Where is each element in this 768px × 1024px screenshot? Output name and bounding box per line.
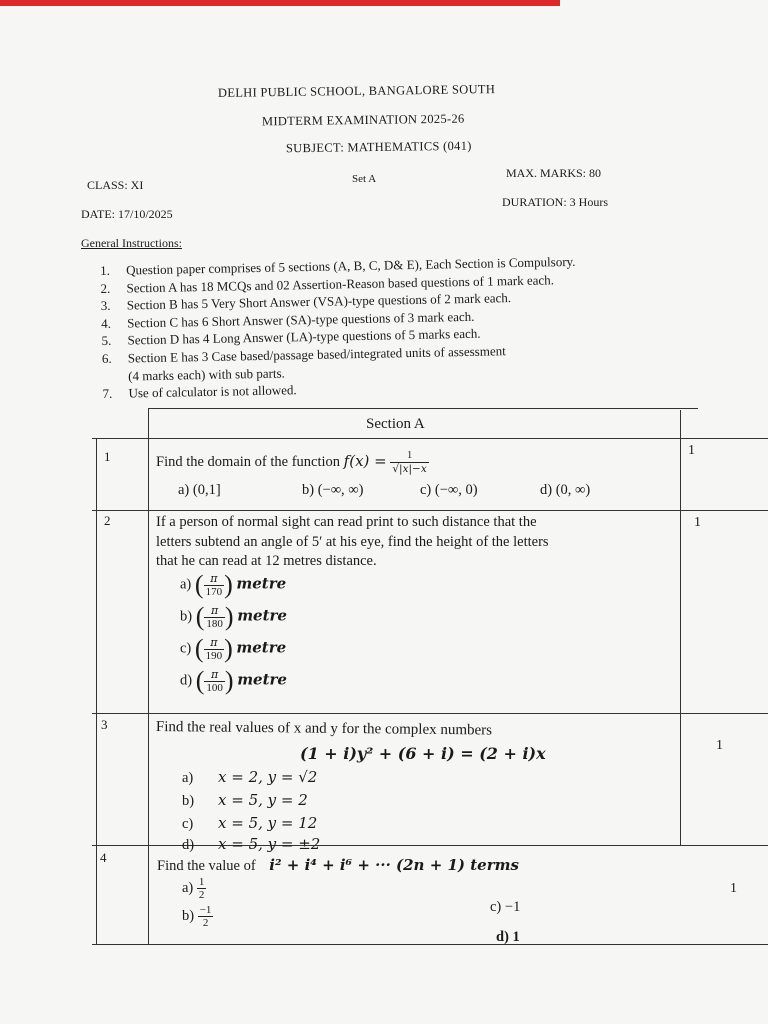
- table-row-divider: [92, 438, 768, 439]
- question-marks: 1: [688, 443, 695, 458]
- instruction-item: 4. Section C has 6 Short Answer (SA)-type questions of 3 mark each.: [101, 308, 475, 331]
- option-a: a) x = 2, y = √2: [182, 768, 318, 786]
- instruction-item: 1. Question paper comprises of 5 sections (A, B, C, D& E), Each Section is Compulsory.: [100, 253, 576, 278]
- class-label: CLASS: XI: [87, 178, 144, 192]
- question-equation: (1 + i)y² + (6 + i) = (2 + i)x: [300, 744, 546, 763]
- question-text-line: If a person of normal sight can read print to such distance that the: [156, 514, 537, 530]
- table-top-border: [148, 408, 698, 409]
- red-top-edge: [0, 0, 560, 6]
- question-marks: 1: [694, 515, 701, 530]
- table-row-divider: [92, 510, 768, 511]
- subject-title: SUBJECT: MATHEMATICS (041): [285, 138, 472, 156]
- question-number: 4: [100, 850, 107, 865]
- instructions-list: [100, 253, 578, 403]
- option-b: b) ( $\frac{\pi}{180}$ ) metre: [180, 602, 287, 631]
- exam-date: DATE: 17/10/2025: [81, 207, 173, 221]
- school-name: DELHI PUBLIC SCHOOL, BANGALORE SOUTH: [217, 82, 496, 100]
- option-a: a) (0,1]: [178, 482, 221, 498]
- option-b: b) x = 5, y = 2: [182, 791, 308, 809]
- instruction-item: 3. Section B has 5 Very Short Answer (VSA)-type questions of 2 mark each.: [100, 290, 512, 314]
- question-number: 2: [104, 513, 111, 528]
- option-d: d) 1: [496, 929, 520, 945]
- question-number: 3: [101, 717, 108, 732]
- table-col-divider: [148, 408, 149, 944]
- section-title: Section A: [366, 416, 425, 432]
- option-b: b) $\frac{-1}{2}$: [182, 904, 212, 929]
- exam-title: MIDTERM EXAMINATION 2025-26: [261, 111, 465, 129]
- option-a: a) $\frac{1}{2}$: [182, 876, 205, 901]
- question-marks: 1: [730, 881, 737, 896]
- table-left-border: [96, 438, 97, 944]
- table-bottom-border: [92, 944, 768, 945]
- question-text: Find the real values of x and y for the complex numbers: [155, 719, 493, 739]
- instruction-item: 2. Section A has 18 MCQs and 02 Assertion-Reason based questions of 1 mark each.: [100, 271, 555, 296]
- question-text: Find the value of i² + i⁴ + i⁶ + ··· (2n + 1) terms: [157, 856, 519, 874]
- option-c: c) ( $\frac{\pi}{190}$ ) metre: [180, 634, 287, 663]
- question-text: Find the domain of the function f(x) = $\frac{1}{√|x|-x}$: [156, 450, 427, 475]
- set-label: Set A: [352, 173, 377, 185]
- table-col-divider: [680, 410, 681, 845]
- max-marks: MAX. MARKS: 80: [506, 166, 602, 180]
- instruction-item: 6. Section E has 3 Case based/passage based/integrated units of assessment: [101, 343, 506, 366]
- instruction-item: (4 marks each) with sub parts.: [128, 365, 285, 384]
- instructions-title: General Instructions:: [81, 236, 182, 250]
- option-a: a) ( $\frac{\pi}{170}$ ) metre: [180, 570, 287, 599]
- question-number: 1: [104, 449, 111, 464]
- option-c: c) x = 5, y = 12: [182, 814, 318, 832]
- question-marks: 1: [716, 738, 723, 753]
- option-c: c) −1: [490, 899, 521, 915]
- instruction-item: 7. Use of calculator is not allowed.: [102, 382, 297, 402]
- question-text-line: letters subtend an angle of 5′ at his eye, find the height of the letters: [156, 534, 549, 550]
- instruction-item: 5. Section D has 4 Long Answer (LA)-type questions of 5 marks each.: [101, 326, 481, 349]
- option-d: d) x = 5, y = ±2: [182, 835, 321, 853]
- option-b: b) (−∞, ∞): [302, 482, 364, 498]
- question-text-line: that he can read at 12 metres distance.: [156, 553, 377, 569]
- exam-duration: DURATION: 3 Hours: [502, 195, 608, 209]
- option-c: c) (−∞, 0): [420, 482, 478, 498]
- option-d: d) ( $\frac{\pi}{100}$ ) metre: [180, 666, 287, 695]
- option-d: d) (0, ∞): [540, 482, 591, 498]
- table-row-divider: [92, 713, 768, 714]
